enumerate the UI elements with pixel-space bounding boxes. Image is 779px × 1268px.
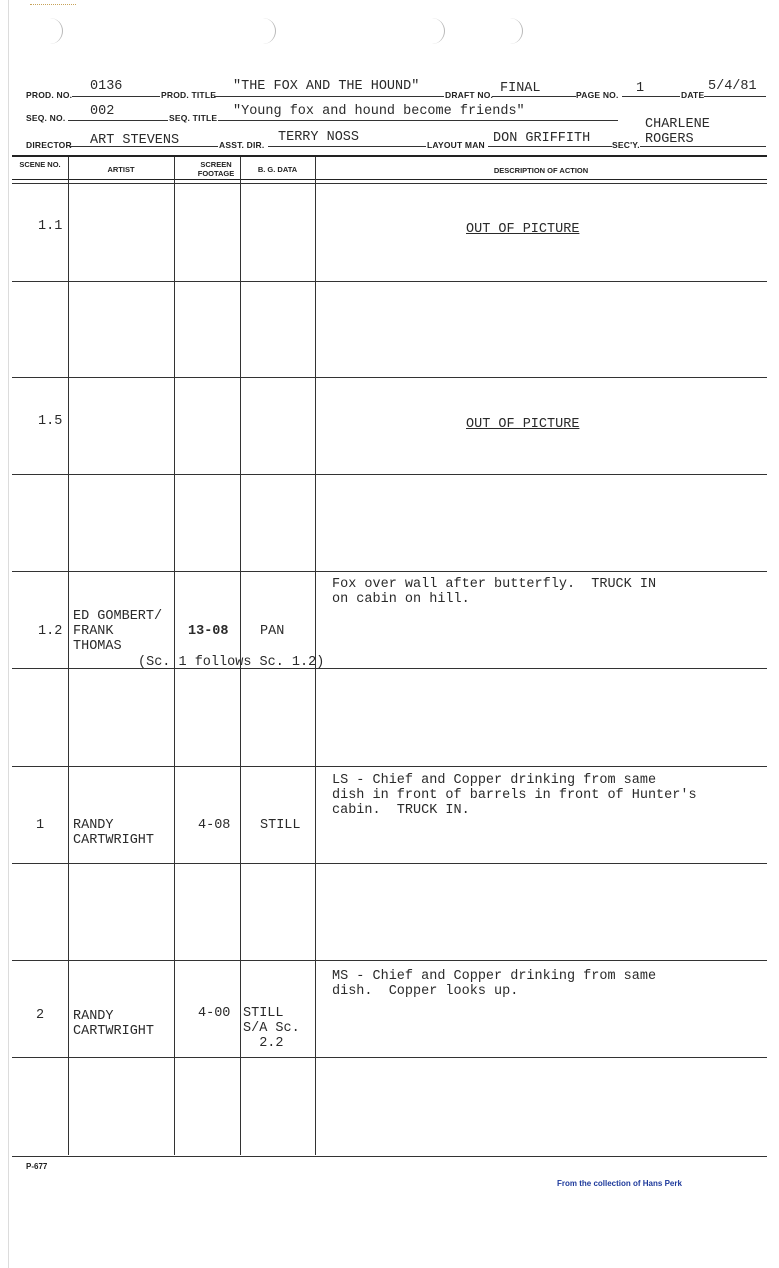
prod-no-value: 0136 [90, 79, 123, 94]
scene-number: 1 [36, 818, 45, 833]
secy-value-line2: ROGERS [645, 132, 694, 147]
description-cell: OUT OF PICTURE [466, 222, 580, 237]
seq-title-label: SEQ. TITLE [169, 113, 218, 123]
bg-data-cell: PAN [260, 624, 285, 639]
draft-no-value: FINAL [500, 81, 541, 96]
artist-cell: RANDY CARTWRIGHT [73, 818, 155, 848]
footage-cell: 4-08 [198, 818, 231, 833]
col-head-footage: SCREEN FOOTAGE [197, 160, 235, 178]
col-head-artist: ARTIST [107, 165, 135, 174]
date-label: DATE [681, 90, 705, 100]
asst-dir-value: TERRY NOSS [278, 130, 360, 145]
corner-mark [30, 4, 76, 15]
prod-title-line [214, 96, 444, 97]
seq-no-label: SEQ. NO. [26, 113, 66, 123]
director-value: ART STEVENS [90, 133, 180, 148]
table-header-rule-2 [12, 183, 767, 184]
date-value: 5/4/81 [708, 79, 757, 94]
footage-cell: 4-00 [198, 1006, 231, 1021]
scene-number: 1.2 [38, 624, 63, 639]
row-divider [12, 766, 767, 767]
description-cell: Fox over wall after butterfly. TRUCK IN on cabin on hill. [332, 577, 657, 607]
form-code: P-677 [26, 1162, 48, 1171]
seq-title-line [218, 120, 618, 121]
page-no-line [622, 96, 680, 97]
row-divider [12, 377, 767, 378]
seq-no-value: 002 [90, 104, 115, 119]
col-head-scene: SCENE NO. [19, 160, 61, 169]
prod-title-value: "THE FOX AND THE HOUND" [233, 79, 420, 94]
seq-title-value: "Young fox and hound become friends" [233, 104, 525, 119]
col-head-description: DESCRIPTION OF ACTION [493, 166, 589, 175]
seq-no-line [68, 120, 168, 121]
table-bottom-rule [12, 1156, 767, 1157]
page-no-value: 1 [636, 81, 645, 96]
asst-dir-label: ASST. DIR. [219, 140, 265, 150]
table-top-rule [12, 155, 767, 157]
footage-cell: 13-08 [188, 624, 229, 639]
layout-man-value: DON GRIFFITH [493, 131, 591, 146]
scene-number: 1.5 [38, 414, 63, 429]
prod-no-label: PROD. NO. [26, 90, 73, 100]
row-divider [12, 571, 767, 572]
layout-man-line [488, 146, 612, 147]
secy-label: SEC'Y. [612, 140, 640, 150]
draft-no-line [492, 96, 576, 97]
row-divider [12, 668, 767, 669]
row-divider [12, 960, 767, 961]
row-divider [12, 863, 767, 864]
col-head-bg: B. G. DATA [257, 165, 298, 174]
director-line [70, 146, 218, 147]
description-cell: LS - Chief and Copper drinking from same dish in front of barrels in front of Hunter's cabin. TRUCK IN. [332, 773, 697, 818]
date-line [704, 96, 766, 97]
collection-credit: From the collection of Hans Perk [557, 1179, 682, 1188]
scene-number: 1.1 [38, 219, 63, 234]
column-divider [68, 157, 69, 1155]
description-cell: OUT OF PICTURE [466, 417, 580, 432]
bg-data-cell: STILL [260, 818, 301, 833]
asst-dir-line [268, 146, 426, 147]
scene-number: 2 [36, 1008, 45, 1023]
bg-data-cell: STILL S/A Sc. 2.2 [243, 1006, 300, 1051]
row-divider [12, 474, 767, 475]
secy-value-line1: CHARLENE [645, 117, 710, 132]
draft-no-label: DRAFT NO. [445, 90, 494, 100]
artist-cell: RANDY CARTWRIGHT [73, 1009, 155, 1039]
scene-order-note: (Sc. 1 follows Sc. 1.2) [138, 655, 325, 670]
secy-line [640, 146, 766, 147]
page-no-label: PAGE NO. [576, 90, 619, 100]
layout-man-label: LAYOUT MAN [427, 140, 485, 150]
prod-title-label: PROD. TITLE [161, 90, 217, 100]
artist-cell: ED GOMBERT/ FRANK THOMAS [73, 609, 163, 654]
prod-no-line [72, 96, 160, 97]
director-label: DIRECTOR [26, 140, 72, 150]
table-header-rule [12, 179, 767, 180]
row-divider [12, 1057, 767, 1058]
description-cell: MS - Chief and Copper drinking from same dish. Copper looks up. [332, 969, 657, 999]
row-divider [12, 281, 767, 282]
